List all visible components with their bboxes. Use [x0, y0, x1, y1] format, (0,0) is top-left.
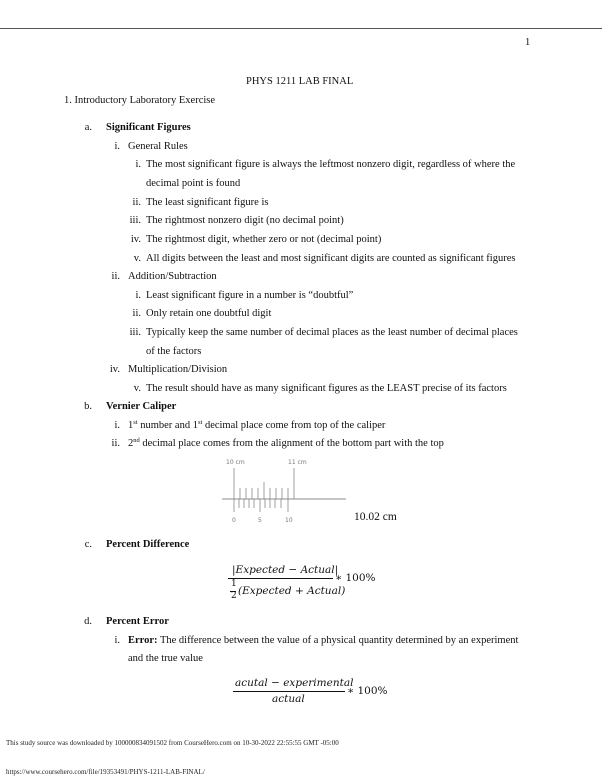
- list-marker: iii.: [129, 215, 141, 226]
- list-item: decimal point is found: [146, 178, 241, 189]
- list-marker: d.: [84, 616, 92, 627]
- vernier-reading: 10.02 cm: [354, 511, 397, 523]
- list-item: All digits between the least and most significant digits are counted as significant figures: [146, 253, 516, 264]
- list-marker: i.: [135, 290, 141, 301]
- list-item: The rightmost digit, whether zero or not (decimal point): [146, 234, 382, 245]
- header-rule: [0, 28, 602, 29]
- formula-numerator: |Expected − Actual|: [232, 564, 339, 576]
- list-marker: i.: [114, 420, 120, 431]
- half-numerator: 1: [231, 579, 237, 589]
- list-marker: iv.: [130, 234, 141, 245]
- list-marker: b.: [84, 401, 92, 412]
- half-denominator: 2: [231, 591, 237, 601]
- formula-denominator: actual: [272, 693, 305, 705]
- page-number: 1: [525, 37, 531, 48]
- list-marker: ii.: [132, 197, 141, 208]
- list-item: Error: The difference between the value of a physical quantity determined by an experiment: [128, 635, 519, 646]
- list-marker: a.: [84, 122, 92, 133]
- list-item: 2nd decimal place comes from the alignment of the bottom part with the top: [128, 437, 444, 449]
- footer-url[interactable]: https://www.coursehero.com/file/19353491/PHYS-1211-LAB-FINAL/: [6, 768, 205, 776]
- bottom-label: 0: [232, 517, 236, 524]
- subsection-heading: Significant Figures: [106, 122, 191, 133]
- fraction-bar: [228, 578, 333, 579]
- top-left-label: 10 cm: [226, 459, 245, 466]
- list-item: The result should have as many significant figures as the LEAST precise of its factors: [146, 383, 507, 394]
- vernier-diagram: [222, 456, 346, 528]
- vernier-ticks: [222, 468, 346, 512]
- list-marker: v.: [133, 253, 141, 264]
- list-item: Least significant figure in a number is “doubtful”: [146, 290, 354, 301]
- list-item: Addition/Subtraction: [128, 271, 217, 282]
- bottom-label: 5: [258, 517, 262, 524]
- list-marker: iv.: [109, 364, 120, 375]
- list-item: The rightmost nonzero digit (no decimal point): [146, 215, 344, 226]
- list-marker: ii.: [111, 271, 120, 282]
- list-marker: i.: [114, 635, 120, 646]
- list-item: and the true value: [128, 653, 203, 664]
- list-marker: ii.: [132, 308, 141, 319]
- subsection-heading: Percent Error: [106, 616, 169, 627]
- list-item: General Rules: [128, 141, 188, 152]
- list-item: Only retain one doubtful digit: [146, 308, 272, 319]
- list-marker: i.: [135, 159, 141, 170]
- formula-multiplier: ∗ 100%: [347, 685, 388, 697]
- subsection-heading: Vernier Caliper: [106, 401, 177, 412]
- fraction-bar: [233, 691, 345, 692]
- footer-source: This study source was downloaded by 100000834091502 from CourseHero.com on 10-30-2022 22:55:55 GMT -05:00: [6, 739, 339, 747]
- list-item: of the factors: [146, 346, 202, 357]
- list-item: Multiplication/Division: [128, 364, 228, 375]
- list-marker: iii.: [129, 327, 141, 338]
- formula-denominator: (Expected + Actual): [238, 585, 346, 597]
- list-item: Typically keep the same number of decimal places as the least number of decimal places: [146, 327, 518, 338]
- list-item: The least significant figure is: [146, 197, 269, 208]
- section-heading: 1. Introductory Laboratory Exercise: [64, 95, 216, 106]
- list-marker: i.: [114, 141, 120, 152]
- bottom-label: 10: [285, 517, 293, 524]
- list-marker: v.: [133, 383, 141, 394]
- list-item: The most significant figure is always the leftmost nonzero digit, regardless of where the: [146, 159, 516, 170]
- top-right-label: 11 cm: [288, 459, 307, 466]
- list-marker: ii.: [111, 438, 120, 449]
- list-item: 1st number and 1st decimal place come from top of the caliper: [128, 419, 386, 431]
- list-marker: c.: [84, 539, 92, 550]
- formula-numerator: acutal − experimental: [235, 677, 354, 689]
- formula-multiplier: ∗ 100%: [335, 572, 376, 584]
- vernier-figure: [222, 456, 346, 528]
- subsection-heading: Percent Difference: [106, 539, 190, 550]
- page-title: PHYS 1211 LAB FINAL: [246, 76, 354, 87]
